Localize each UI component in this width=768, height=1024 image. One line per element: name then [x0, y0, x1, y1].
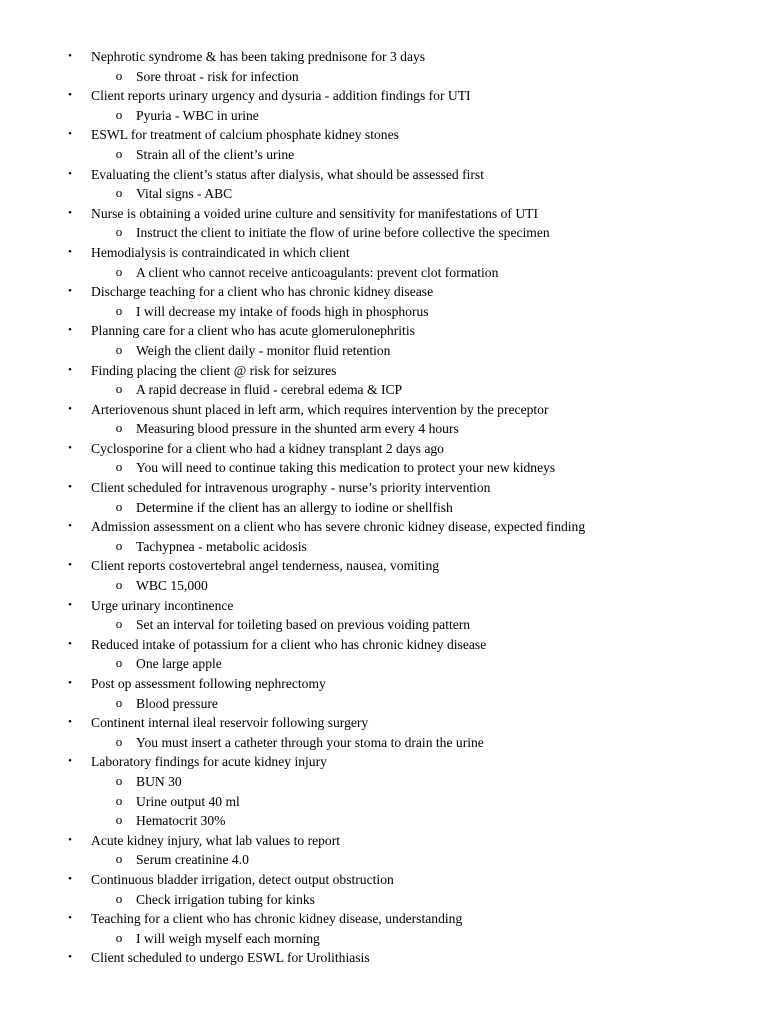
sub-list-item-text: Pyuria - WBC in urine [136, 107, 259, 123]
sub-bullet-icon: o [115, 616, 123, 632]
bullet-icon: • [68, 872, 72, 885]
sub-bullet-icon: o [115, 890, 123, 906]
sub-list-item [0, 811, 768, 831]
sub-list-item-text: One large apple [136, 656, 222, 672]
sub-list-item-text: I will weigh myself each morning [136, 930, 320, 946]
sub-list-item-text: BUN 30 [136, 773, 182, 789]
sub-bullet-icon: o [115, 812, 123, 828]
sub-bullet-icon: o [115, 263, 123, 279]
bullet-icon: • [68, 324, 72, 337]
sub-list-item [0, 498, 768, 518]
list-item-text: Laboratory findings for acute kidney injury [91, 754, 327, 770]
sub-list-item-text: WBC 15,000 [136, 578, 208, 594]
list-item-text: Post op assessment following nephrectomy [91, 676, 326, 691]
sub-list-item-text: Strain all of the client’s urine [136, 146, 295, 162]
sub-list-item-text: Determine if the client has an allergy to iodine or shellfish [136, 499, 453, 515]
sub-bullet-icon: o [115, 772, 123, 788]
list-item [0, 517, 768, 537]
sub-list-item-text: Instruct the client to initiate the flow of urine before collective the specimen [136, 225, 550, 241]
bullet-icon: • [68, 89, 72, 102]
list-item [0, 909, 768, 929]
sub-list-item [0, 694, 768, 714]
list-item-text: ESWL for treatment of calcium phosphate kidney stones [91, 127, 399, 143]
list-item-text: Nurse is obtaining a voided urine culture and sensitivity for manifestations of UTI [91, 205, 538, 221]
sub-list-item [0, 537, 768, 557]
list-item [0, 361, 768, 381]
sub-list-item [0, 302, 768, 322]
sub-list-item [0, 145, 768, 165]
sub-list-item-text: Vital signs - ABC [136, 186, 233, 202]
list-item [0, 165, 768, 185]
list-item-text: Discharge teaching for a client who has chronic kidney disease [91, 284, 434, 300]
bullet-icon: • [68, 520, 72, 533]
list-item-text: Reduced intake of potassium for a client who has chronic kidney disease [91, 636, 487, 652]
bullet-icon: • [68, 481, 72, 494]
sub-list-item-text: Set an interval for toileting based on previous voiding pattern [136, 617, 471, 633]
sub-bullet-icon: o [115, 341, 123, 357]
bullet-icon: • [68, 50, 72, 62]
list-item [0, 713, 768, 733]
list-item [0, 439, 768, 459]
list-item [0, 86, 768, 106]
list-item [0, 478, 768, 498]
sub-bullet-icon: o [115, 302, 123, 318]
sub-list-item [0, 772, 768, 792]
list-item [0, 243, 768, 263]
sub-bullet-icon: o [115, 733, 123, 749]
bullet-icon: • [68, 559, 72, 572]
list-item [0, 831, 768, 851]
sub-list-item-text: You must insert a catheter through your stoma to drain the urine [136, 734, 484, 750]
list-item-text: Nephrotic syndrome & has been taking prednisone for 3 days [91, 49, 426, 64]
list-item-text: Client reports urinary urgency and dysuria - addition findings for UTI [91, 88, 471, 104]
sub-bullet-icon: o [115, 851, 123, 867]
list-item-text: Evaluating the client’s status after dialysis, what should be assessed first [91, 166, 485, 182]
bullet-icon: • [68, 128, 72, 141]
list-item [0, 47, 768, 67]
sub-list-item [0, 890, 768, 910]
list-item-text: Finding placing the client @ risk for seizures [91, 362, 337, 378]
sub-list-item-text: Measuring blood pressure in the shunted arm every 4 hours [136, 421, 459, 437]
list-item [0, 125, 768, 145]
list-item [0, 752, 768, 772]
sub-bullet-icon: o [115, 498, 123, 514]
list-item-text: Admission assessment on a client who has severe chronic kidney disease, expected finding [91, 519, 586, 535]
list-item-text: Continent internal ileal reservoir following surgery [91, 715, 369, 731]
sub-list-item [0, 380, 768, 400]
bullet-icon: • [68, 951, 72, 964]
bullet-icon: • [68, 716, 72, 729]
sub-bullet-icon: o [115, 381, 123, 397]
bullet-icon: • [68, 598, 72, 611]
sub-list-item [0, 106, 768, 126]
sub-list-item-text: Blood pressure [136, 695, 218, 711]
sub-list-item [0, 615, 768, 635]
bullet-icon: • [68, 833, 72, 846]
bullet-icon: • [68, 206, 72, 219]
sub-bullet-icon: o [115, 655, 123, 671]
sub-list-item-text: Hematocrit 30% [136, 813, 226, 829]
sub-list-item [0, 654, 768, 674]
sub-list-item-text: Check irrigation tubing for kinks [136, 891, 315, 907]
sub-list-item [0, 929, 768, 949]
list-item [0, 870, 768, 890]
bullet-icon: • [68, 677, 72, 689]
sub-bullet-icon: o [115, 224, 123, 240]
list-item [0, 596, 768, 616]
sub-bullet-icon: o [115, 929, 123, 945]
sub-list-item [0, 184, 768, 204]
list-item-text: Client scheduled to undergo ESWL for Urolithiasis [91, 950, 370, 966]
bullet-icon: • [68, 755, 72, 768]
bullet-icon: • [68, 441, 72, 454]
list-item [0, 635, 768, 655]
sub-list-item [0, 733, 768, 753]
list-item [0, 674, 768, 694]
sub-bullet-icon: o [115, 459, 123, 475]
sub-list-item [0, 419, 768, 439]
sub-list-item-text: Tachypnea - metabolic acidosis [136, 538, 307, 554]
sub-bullet-icon: o [115, 185, 123, 201]
list-item-text: Teaching for a client who has chronic kidney disease, understanding [91, 911, 463, 927]
list-item [0, 282, 768, 302]
bullet-icon: • [68, 245, 72, 258]
list-item-text: Urge urinary incontinence [91, 597, 234, 613]
bullet-icon: • [68, 363, 72, 376]
document-page [0, 47, 768, 968]
bullet-icon: • [68, 637, 72, 650]
list-item [0, 948, 768, 968]
list-item [0, 400, 768, 420]
sub-list-item [0, 223, 768, 243]
list-item-text: Planning care for a client who has acute glomerulonephritis [91, 323, 415, 339]
sub-bullet-icon: o [115, 577, 123, 593]
sub-list-item-text: I will decrease my intake of foods high in phosphorus [136, 303, 429, 319]
sub-list-item [0, 850, 768, 870]
sub-bullet-icon: o [115, 106, 123, 122]
sub-bullet-icon: o [115, 694, 123, 710]
list-item [0, 556, 768, 576]
sub-list-item [0, 458, 768, 478]
bullet-icon: • [68, 402, 72, 415]
sub-bullet-icon: o [115, 145, 123, 161]
sub-list-item [0, 263, 768, 283]
sub-bullet-icon: o [115, 792, 123, 808]
list-item-text: Hemodialysis is contraindicated in which client [91, 244, 350, 260]
sub-list-item [0, 792, 768, 812]
sub-list-item [0, 576, 768, 596]
list-item-text: Arteriovenous shunt placed in left arm, which requires intervention by the preceptor [91, 401, 549, 417]
sub-bullet-icon: o [115, 537, 123, 553]
bullet-icon: • [68, 285, 72, 298]
list-item-text: Cyclosporine for a client who had a kidney transplant 2 days ago [91, 440, 444, 456]
list-item-text: Acute kidney injury, what lab values to report [91, 832, 341, 848]
sub-list-item-text: Sore throat - risk for infection [136, 68, 299, 84]
sub-list-item-text: A rapid decrease in fluid - cerebral edema & ICP [136, 382, 403, 398]
list-item-text: Client scheduled for intravenous urography - nurse’s priority intervention [91, 480, 491, 496]
bullet-icon: • [68, 167, 72, 180]
sub-list-item [0, 67, 768, 87]
bullet-icon: • [68, 912, 72, 925]
sub-list-item [0, 341, 768, 361]
sub-list-item-text: Serum creatinine 4.0 [136, 852, 249, 868]
sub-bullet-icon: o [115, 420, 123, 436]
sub-list-item-text: Weigh the client daily - monitor fluid retention [136, 342, 391, 358]
list-item [0, 204, 768, 224]
sub-list-item-text: You will need to continue taking this medication to protect your new kidneys [136, 460, 556, 476]
sub-list-item-text: Urine output 40 ml [136, 793, 240, 809]
sub-bullet-icon: o [115, 67, 123, 83]
sub-list-item-text: A client who cannot receive anticoagulants: prevent clot formation [136, 264, 499, 280]
list-item [0, 321, 768, 341]
list-item-text: Continuous bladder irrigation, detect output obstruction [91, 871, 394, 887]
list-item-text: Client reports costovertebral angel tenderness, nausea, vomiting [91, 558, 440, 574]
